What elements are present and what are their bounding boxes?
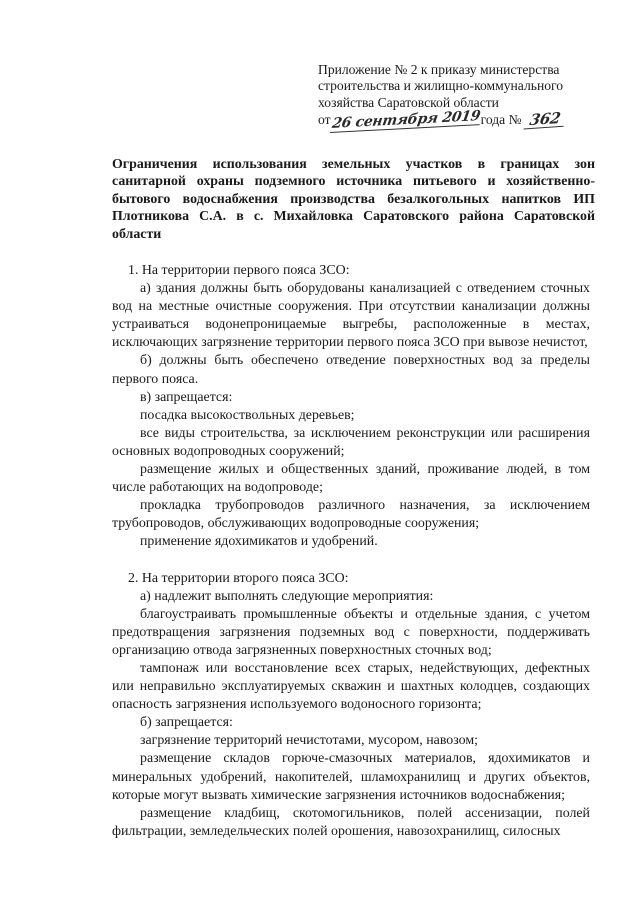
paragraph: тампонаж или восстановление всех старых, недействующих, дефектных или неправильно эксплуатируемых скважин и шахтных колодцев, создающих опасность загрязнения используемого водоносного горизонта; [112,660,590,713]
paragraph: размещение складов горюче-смазочных материалов, ядохимикатов и минеральных удобрений, накопителей, шламохранилищ и других объектов, которые могут вызвать химические загрязнения источников водоснабжения; [112,751,590,803]
paragraph: а) здания должны быть оборудованы канализацией с отведением сточных вод на местные очистные сооружения. При отсутствии канализации должны устраиваться водонепроницаемые выгребы, расположенные в местах, исключающих загрязнение территории первого пояса ЗСО при вывозе нечистот, [112,281,590,351]
paragraph: благоустраивать промышленные объекты и отдельные здания, с учетом предотвращения загрязнения подземных вод с поверхности, поддерживать организацию отвода загрязненных поверхностных сточных вод; [112,606,590,658]
paragraph: б) запрещается: [140,715,233,731]
document-body [112,262,590,841]
year-suffix: года № [480,112,522,128]
paragraph: б) должны быть обеспечено отведение поверхностных вод за пределы первого пояса. [112,353,590,387]
section-heading: 1. На территории первого пояса ЗСО: [128,263,350,278]
from-prefix: от [318,112,331,128]
handwritten-order-number: 362 [523,110,566,130]
paragraph: размещение жилых и общественных зданий, проживание людей, в том числе работающих на водопроводе; [112,462,590,496]
paragraph: загрязнение территорий нечистотами, мусором, навозом; [140,733,478,749]
appendix-line-2: строительства и жилищно-коммунального [318,78,564,94]
appendix-line-3: хозяйства Саратовской области [318,94,499,110]
appendix-line-1: Приложение № 2 к приказу министерства [318,62,560,77]
paragraph: все виды строительства, за исключением реконструкции или расширения основных водопроводных сооружений; [112,425,590,459]
order-date-line [318,108,618,133]
appendix-header [318,62,618,133]
handwritten-date: 26 сентября 2019 [330,108,481,133]
paragraph: размещение кладбищ, скотомогильников, полей ассенизации, полей фильтрации, земледельческих полей орошения, навозохранилищ, силосных [112,805,590,839]
paragraph: посадка высокоствольных деревьев; [140,407,355,423]
section-heading: 2. На территории второго пояса ЗСО: [128,570,349,586]
paragraph: прокладка трубопроводов различного назначения, за исключением трубопроводов, обслуживающих водопроводные сооружения; [112,498,590,532]
paragraph: в) запрещается: [140,389,233,405]
document-title: Ограничения использования земельных участков в границах зон санитарной охраны подземного источника питьевого и хозяйственно-бытового водоснабжения производства безалкогольных напитков ИП Плотникова С.А. в с. Михайловка Саратовского района Саратовской области [112,157,595,242]
paragraph: применение ядохимикатов и удобрений. [140,534,378,550]
paragraph: а) надлежит выполнять следующие мероприятия: [140,588,434,604]
